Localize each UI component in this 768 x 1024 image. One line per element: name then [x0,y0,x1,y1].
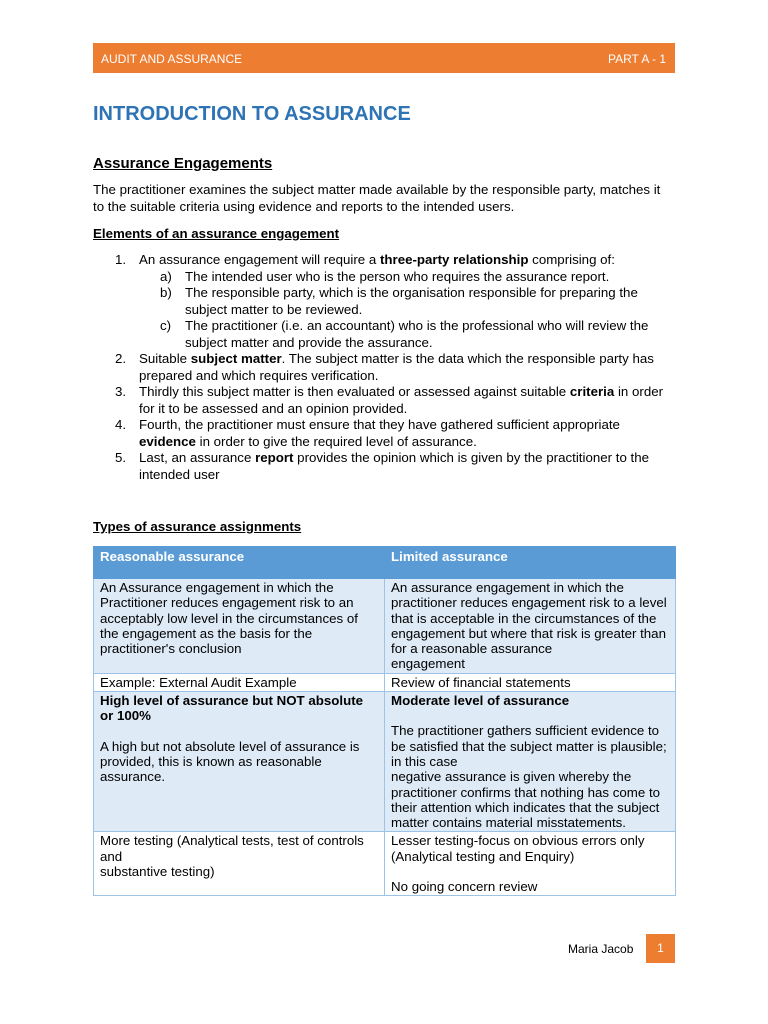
list-text: An assurance engagement will require a [139,252,380,267]
list-bold-text: evidence [139,433,196,449]
table-cell [385,692,676,832]
assurance-types-table [93,546,676,896]
elements-heading: Elements of an assurance engagement [93,226,340,241]
table-cell: An Assurance engagement in which the Practitioner reduces engagement risk to an acceptably low level in the circumstances of the engagement as the basis for the practitioner's conclusion [94,579,385,674]
sub-list-letter: c) [160,318,172,333]
header-bar [93,43,675,73]
elements-list [93,252,673,483]
list-bold-text: report [255,450,294,465]
list-item [93,351,673,384]
table-row [94,579,676,674]
header-right-text: PART A - 1 [607,52,666,66]
cell-text: No going concern review [391,879,538,895]
table-cell: Review of financial statements [385,673,676,691]
list-text: Thirdly this subject matter is then evaluated or assessed against suitable [139,384,570,399]
sub-list-item [93,269,673,286]
table-row [94,673,676,691]
list-text: Suitable [139,351,191,366]
list-text: . The subject matter is the data which the responsible party has prepared and which requires verification. [139,351,654,383]
list-text: Fourth, the practitioner must ensure that they have gathered sufficient appropriate [139,417,620,432]
cell-text: A high but not absolute level of assurance is provided, this is known as reasonable assurance. [100,738,360,785]
cell-text: More testing (Analytical tests, test of controls and [100,833,364,864]
list-item [93,417,673,450]
table-cell [385,579,676,674]
list-number: 3. [115,384,127,399]
list-number: 2. [115,351,127,366]
sub-list-letter: b) [160,285,172,300]
sub-list-text: The responsible party, which is the organisation responsible for preparing the subject matter to be reviewed. [185,285,638,317]
table-row [94,692,676,832]
cell-text: Lesser testing-focus on obvious errors only (Analytical testing and Enquiry) [391,833,645,864]
sub-list-text: The practitioner (i.e. an accountant) who is the professional who will review the subject matter and provide the assurance. [185,318,649,350]
list-number: 1. [115,252,127,267]
list-bold-text: subject matter [190,351,282,366]
cell-text: An assurance engagement in which the practitioner reduces engagement risk to a level that is acceptable in the circumstances of the engagement but where that risk is greater than for a reasonable assurance [391,580,667,657]
section-heading: Assurance Engagements [93,155,273,172]
table-header-row [94,547,676,579]
table-cell [94,692,385,832]
list-item [93,252,673,269]
cell-text: engagement [391,656,465,672]
table-header-limited: Limited assurance [385,547,676,579]
cell-bold-text: High level of assurance but NOT absolute or 100% [100,693,364,724]
table-row [94,832,676,896]
sub-list-letter: a) [160,268,172,284]
list-text: in order to give the required level of assurance. [195,433,477,449]
list-bold-text: three-party relationship [379,252,529,267]
intro-paragraph: The practitioner examines the subject matter made available by the responsible party, matches it to the suitable criteria using evidence and reports to the intended users. [93,182,661,214]
table-cell [385,832,676,896]
page-title: INTRODUCTION TO ASSURANCE [93,103,411,125]
cell-text: substantive testing) [100,864,215,880]
footer-page-number: 1 [646,934,675,963]
list-text: comprising of: [528,252,615,267]
types-heading: Types of assurance assignments [93,519,302,534]
cell-text: negative assurance is given whereby the practitioner confirms that nothing has come to their attention which indicates that the subject matter contains material misstatements. [391,769,661,831]
table-cell: Example: External Audit Example [94,673,385,691]
table-header-reasonable: Reasonable assurance [94,547,385,579]
list-number: 5. [115,450,127,465]
list-number: 4. [115,417,127,432]
cell-bold-text: Moderate level of assurance [391,693,570,709]
sub-list-text: The intended user who is the person who requires the assurance report. [185,268,610,284]
cell-text: The practitioner gathers sufficient evidence to be satisfied that the subject matter is plausible; in this case [391,723,667,769]
list-text: Last, an assurance [139,450,256,465]
list-item [93,384,673,417]
footer-author: Maria Jacob [568,942,634,956]
list-text: in order for it to be assessed and an opinion provided. [139,384,664,416]
sub-list-item [93,285,673,318]
table-cell [94,832,385,896]
list-bold-text: criteria [569,384,615,399]
sub-list-item [93,318,673,351]
header-left-text: AUDIT AND ASSURANCE [101,52,243,66]
list-text: provides the opinion which is given by the practitioner to the intended user [139,450,650,482]
list-item [93,450,673,483]
